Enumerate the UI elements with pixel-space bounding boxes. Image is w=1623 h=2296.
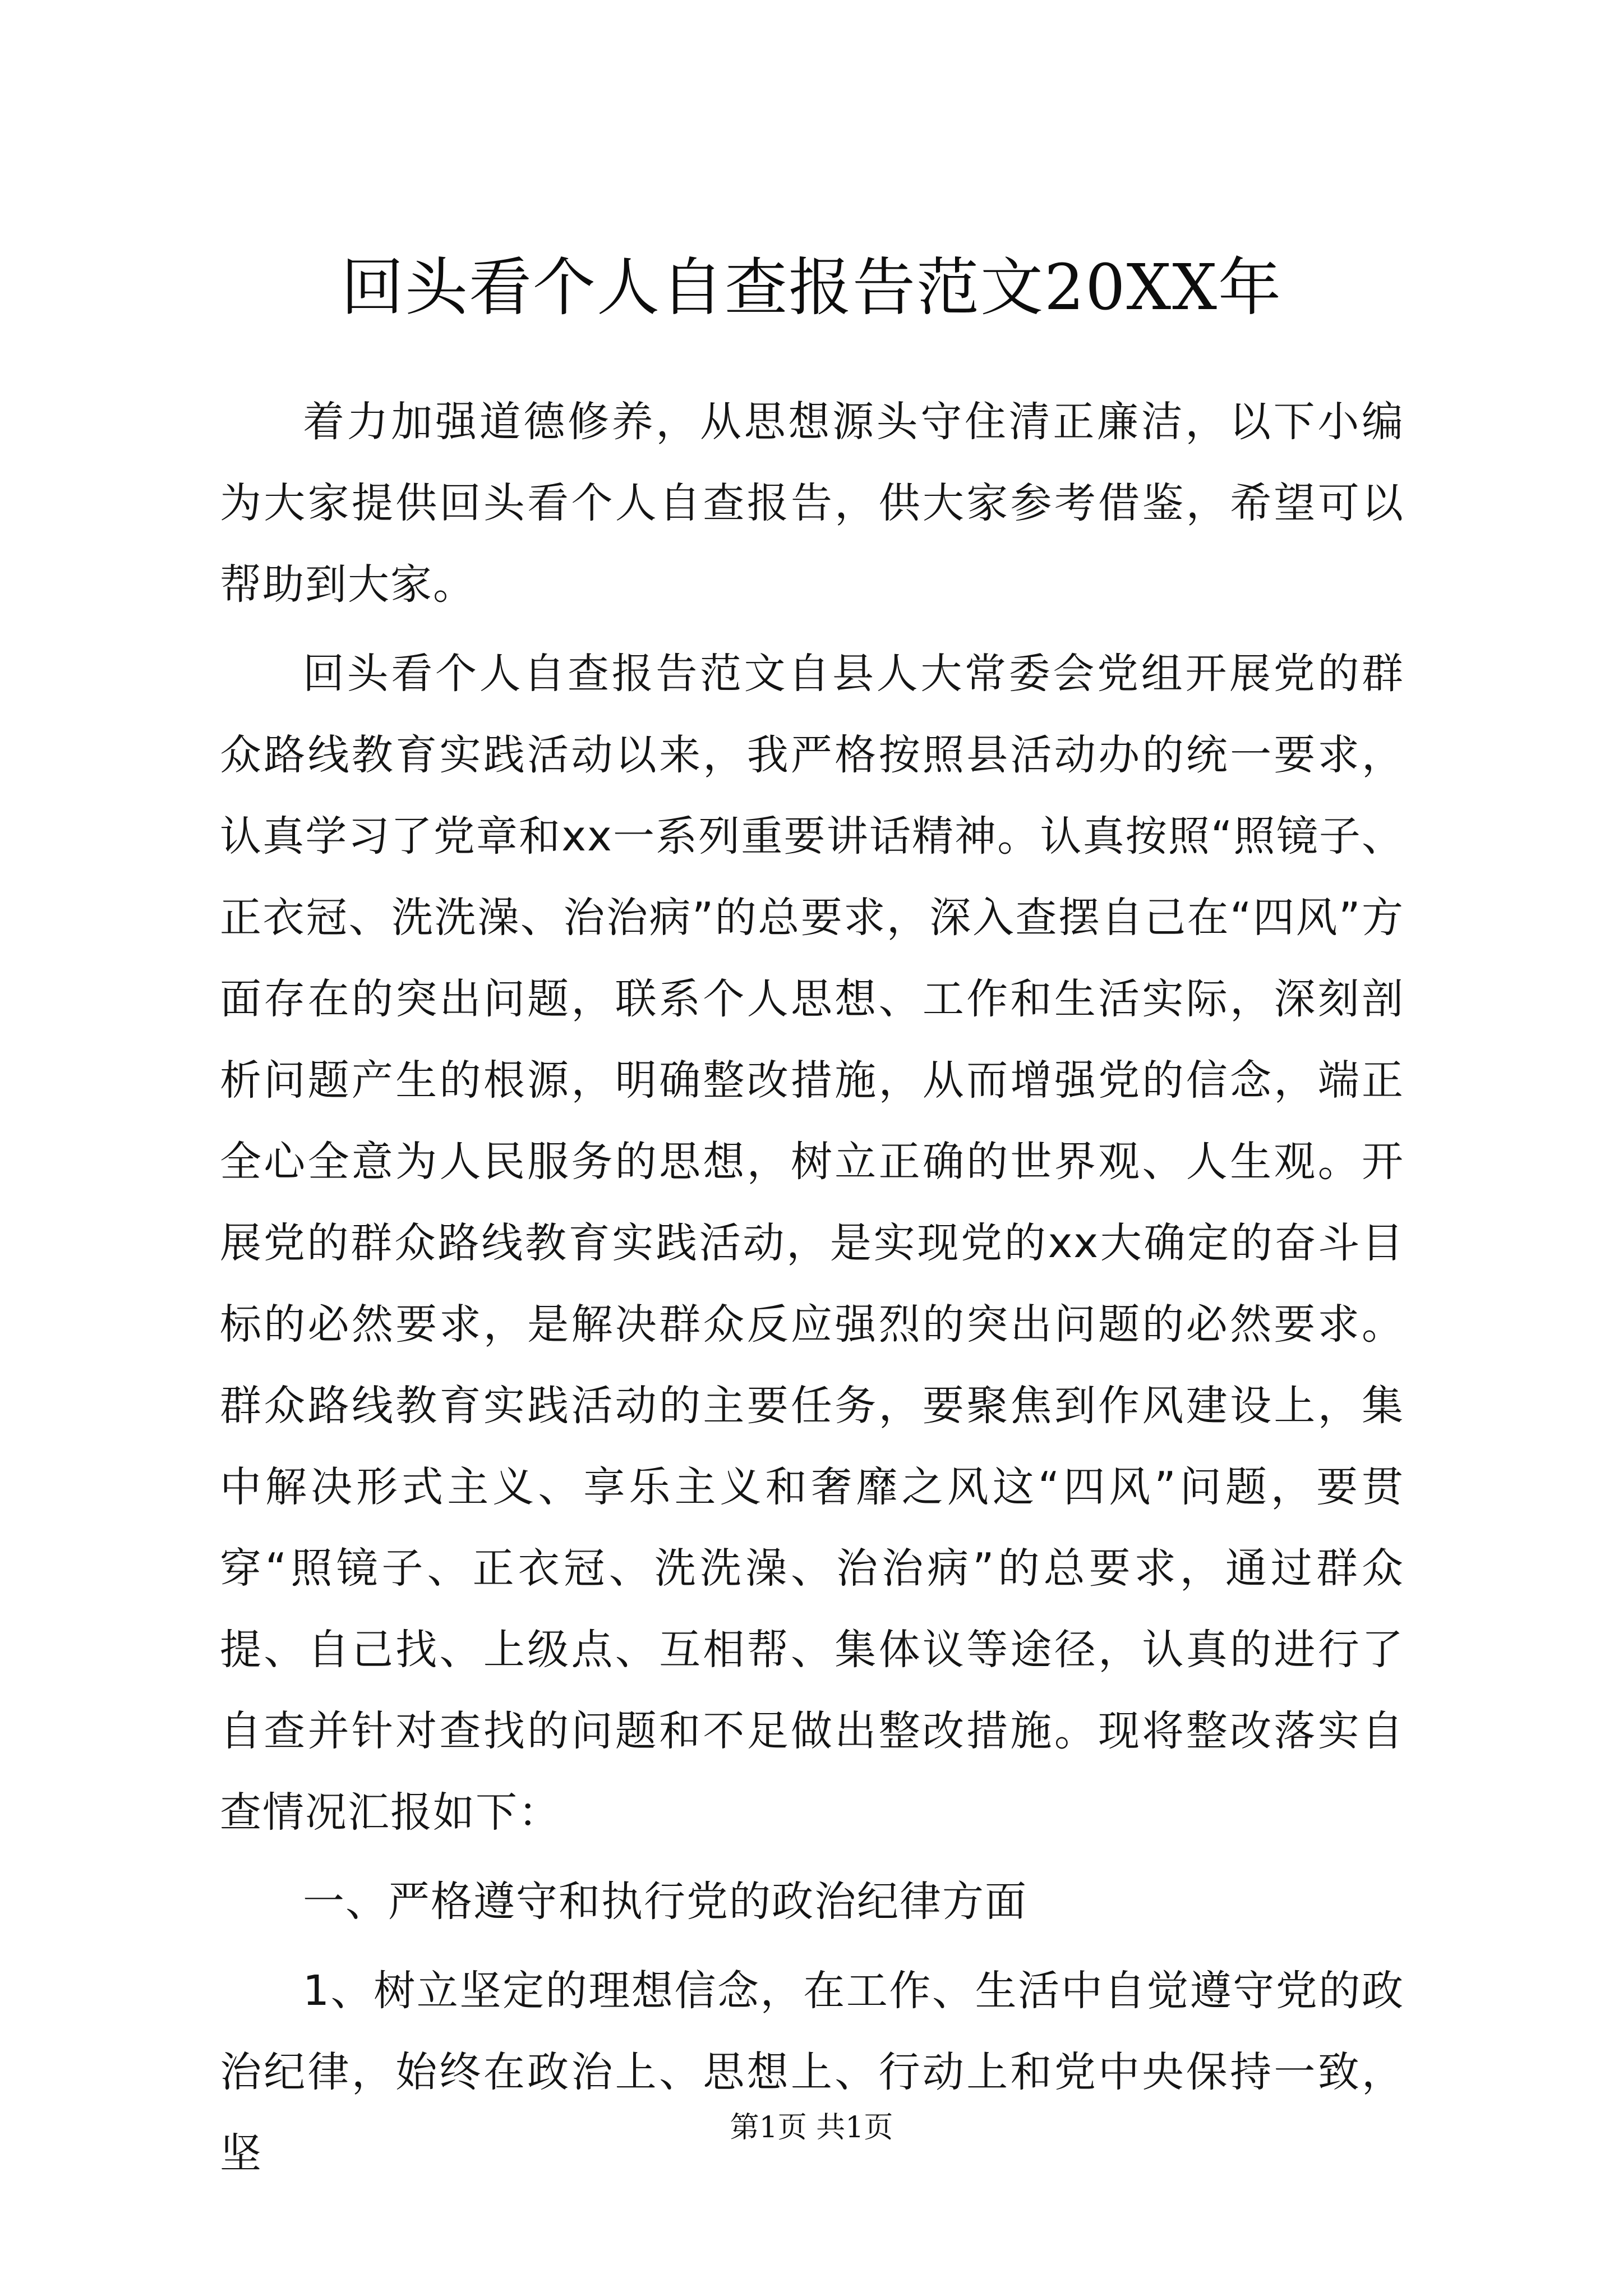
main-paragraph: 回头看个人自查报告范文自县人大常委会党组开展党的群众路线教育实践活动以来，我严格按照县活动办的统一要求，认真学习了党章和xx一系列重要讲话精神。认真按照“照镜子、正衣冠、洗洗澡、治治病”的总要求，深入查摆自己在“四风”方面存在的突出问题，联系个人思想、工作和生活实际，深刻剖析问题产生的根源，明确整改措施，从而增强党的信念，端正全心全意为人民服务的思想，树立正确的世界观、人生观。开展党的群众路线教育实践活动，是实现党的xx大确定的奋斗目标的必然要求，是解决群众反应强烈的突出问题的必然要求。群众路线教育实践活动的主要任务，要聚焦到作风建设上，集中解决形式主义、享乐主义和奢靡之风这“四风”问题，要贯穿“照镜子、正衣冠、洗洗澡、治治病”的总要求，通过群众提、自己找、上级点、互相帮、集体议等途径，认真的进行了自查并针对查找的问题和不足做出整改措施。现将整改落实自查情况汇报如下： xyxy=(220,650,1404,1837)
page-footer: 第1页 共1页 xyxy=(730,2111,893,2145)
document-title: 回头看个人自查报告范文20XX年 xyxy=(341,251,1282,324)
intro-paragraph: 着力加强道德修养，从思想源头守住清正廉洁，以下小编为大家提供回头看个人自查报告，供大家参考借鉴，希望可以帮助到大家。 xyxy=(220,398,1404,609)
document-body xyxy=(220,381,1404,2202)
section-heading: 一、严格遵守和执行党的政治纪律方面 xyxy=(303,1878,1027,1926)
numbered-paragraph: 1、树立坚定的理想信念，在工作、生活中自觉遵守党的政治纪律，始终在政治上、思想上、行动上和党中央保持一致，坚 xyxy=(220,1967,1404,2178)
